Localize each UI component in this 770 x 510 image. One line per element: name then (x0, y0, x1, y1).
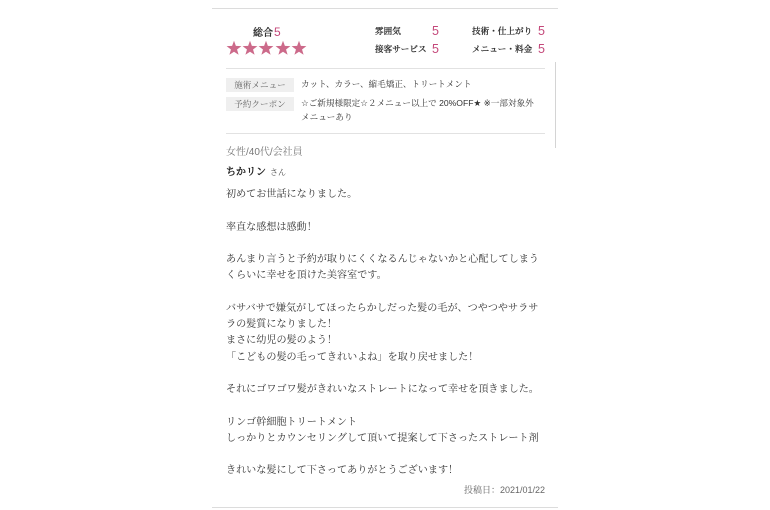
overall-rating-value: 5 (274, 25, 281, 39)
rating-technique (472, 24, 545, 38)
treatment-menu-label: 施術メニュー (226, 78, 294, 92)
review-paragraph (226, 382, 556, 398)
review-paragraph (226, 252, 556, 285)
review-line: しっかりとカウンセリングして頂いて提案して下さったストレート剤 (226, 432, 539, 444)
rating-label: 雰囲気 (375, 26, 401, 36)
review-paragraph (226, 301, 556, 366)
detail-value-line: カット、カラー、縮毛矯正、トリートメント (301, 79, 472, 89)
rating-value: 5 (432, 24, 439, 38)
vertical-scrollbar[interactable] (555, 62, 556, 148)
rating-label: 技術・仕上がり (472, 26, 533, 36)
review-line: ラの髪質になりました！ (226, 319, 338, 330)
divider (226, 68, 545, 69)
reviewer-name: ちかリン (226, 167, 266, 178)
review-paragraph (226, 220, 556, 236)
rating-value: 5 (538, 42, 545, 56)
detail-value-line: ☆ご新規様限定☆２メニュー以上で 20%OFF★ ※一部対象外 (301, 98, 534, 108)
rating-service (375, 42, 439, 56)
star-icon (258, 40, 274, 56)
treatment-menu-value (301, 77, 472, 91)
post-date: 投稿日：2021/01/22 (463, 485, 545, 495)
review-paragraph (226, 187, 556, 203)
review-card (212, 0, 558, 510)
card-top-border (212, 8, 558, 9)
reviewer-name-row (226, 163, 286, 181)
star-icon (242, 40, 258, 56)
rating-menu-price (472, 42, 545, 56)
review-line: くらいに幸せを頂けた美容室です。 (226, 270, 387, 282)
reviewer-honorific: さん (270, 168, 286, 177)
review-line: 「こどもの髪の毛ってきれいよね」を取り戻せました！ (226, 351, 479, 363)
star-icon (275, 40, 291, 56)
review-line: それにゴワゴワ髪がきれいなストレートになって幸せを頂きました。 (226, 384, 539, 395)
review-line: あんまり言うと予約が取りにくくなるんじゃないかと心配してしまう (226, 254, 539, 265)
review-line: バサバサで嫌気がしてほったらかしだった髪の毛が、つやつやサラサ (226, 302, 539, 314)
star-rating (226, 40, 307, 56)
review-body (226, 187, 556, 480)
review-line: 初めてお世話になりました。 (226, 189, 358, 200)
rating-label: メニュー・料金 (472, 44, 533, 54)
rating-value: 5 (432, 42, 439, 56)
rating-label: 接客サービス (375, 44, 427, 54)
review-line: まさに幼児の髪のよう！ (226, 335, 338, 347)
card-bottom-border (212, 507, 558, 508)
overall-rating-label: 総合 (253, 28, 273, 39)
coupon-value (301, 97, 534, 124)
detail-value-line: メニューあり (301, 111, 353, 122)
rating-atmosphere (375, 24, 439, 38)
reviewer-profile: 女性/40代/会社員 (226, 147, 303, 158)
divider (226, 133, 545, 134)
review-paragraph (226, 415, 556, 448)
overall-rating (253, 24, 281, 40)
star-icon (291, 40, 307, 56)
review-line: きれいな髪にして下さってありがとうございます！ (226, 465, 459, 477)
star-icon (226, 40, 242, 56)
coupon-label: 予約クーポン (226, 97, 294, 111)
review-paragraph (226, 463, 556, 479)
review-line: 率直な感想は感動！ (226, 221, 317, 233)
rating-value: 5 (538, 24, 545, 38)
review-line: リンゴ幹細胞トリートメント (226, 416, 358, 428)
